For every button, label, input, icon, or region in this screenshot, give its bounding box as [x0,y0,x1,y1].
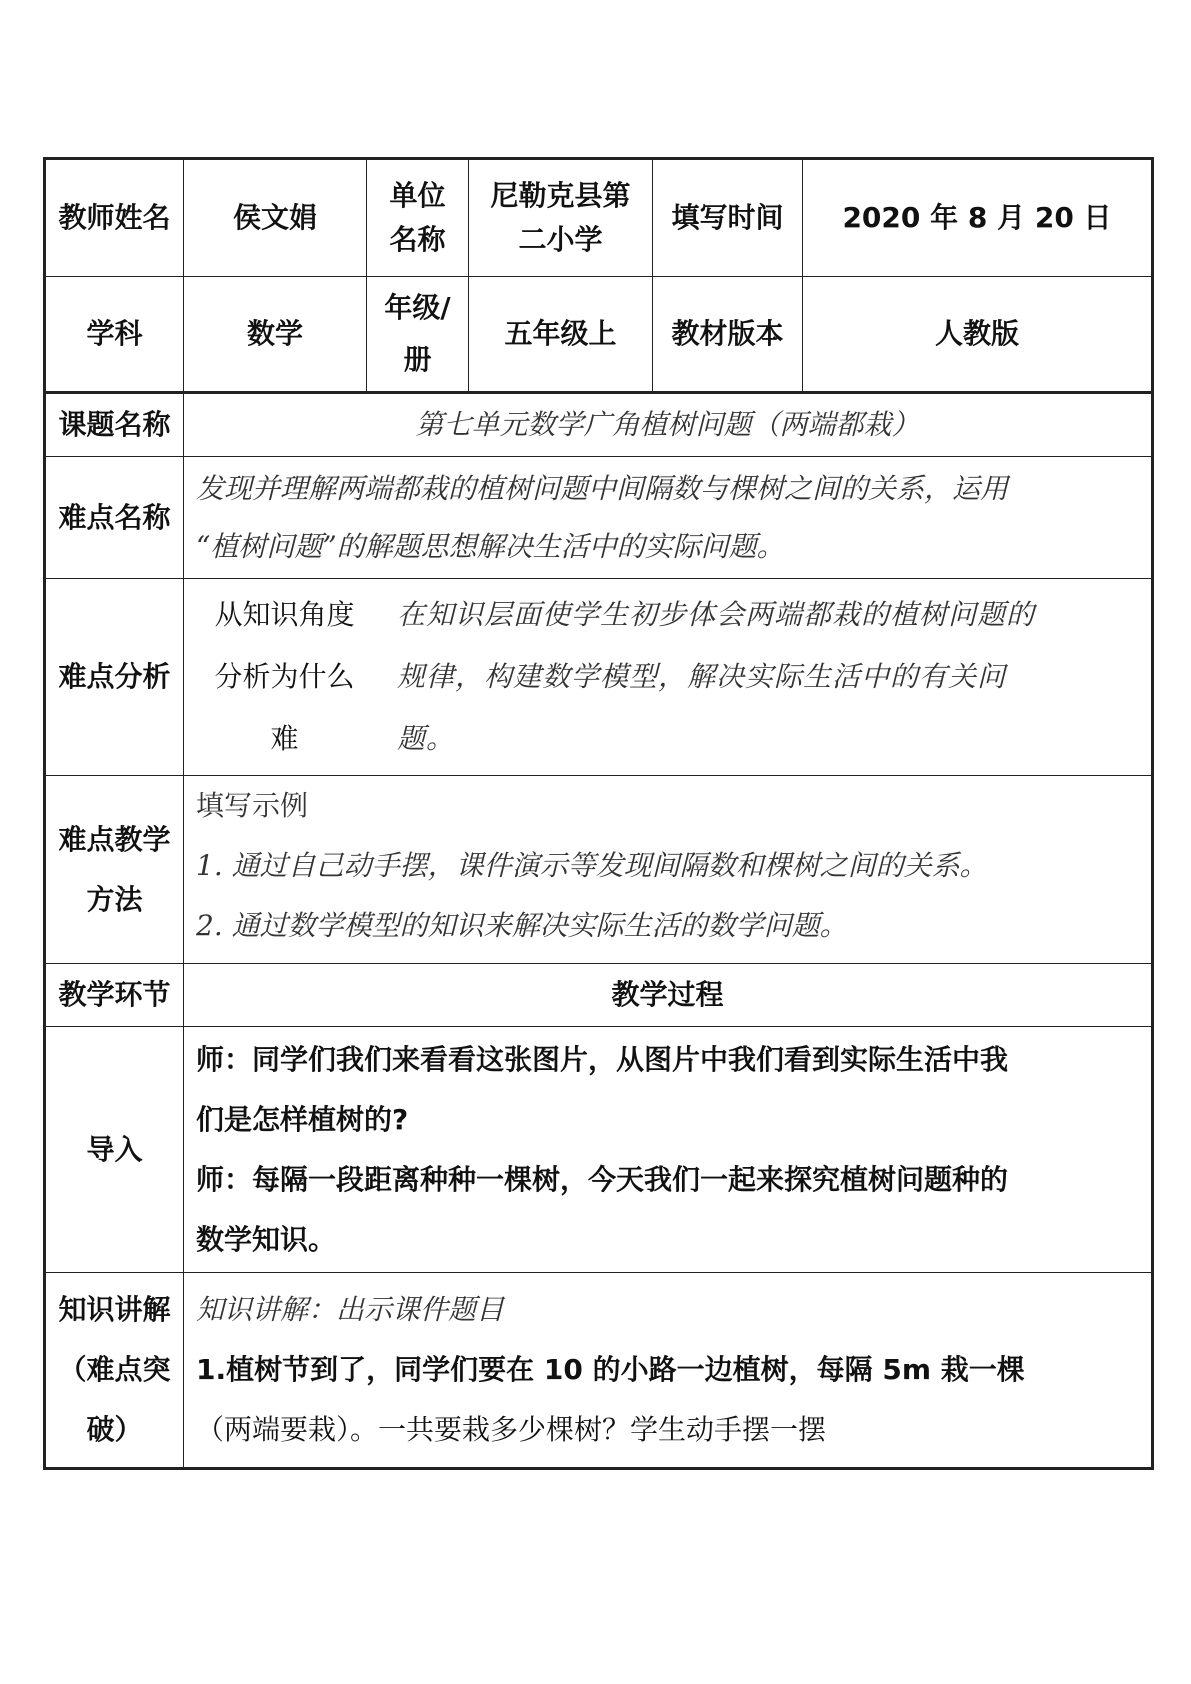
intro-line-2: 们是怎样植树的? [196,1102,409,1136]
topic-label: 课题名称 [45,393,184,457]
edition-value: 人教版 [803,277,1153,393]
process-stage-label: 教学环节 [45,964,184,1027]
difficulty-line-1: 发现并理解两端都栽的植树问题中间隔数与棵树之间的关系，运用 [196,471,1009,505]
grade-label-line-1: 年级/ [384,291,451,324]
method-line-1: 1. 通过自己动手摆，课件演示等发现间隔数和棵树之间的关系。 [196,849,988,882]
analysis-line-2: 规律，构建数学模型，解决实际生活中的有关问 [397,660,1007,693]
unit-name-line-1: 尼勒克县第 [490,179,631,212]
analysis-sub-label-line-3: 难 [270,722,299,755]
subject-label: 学科 [45,277,184,393]
intro-label: 导入 [45,1027,184,1273]
method-label [45,776,184,964]
grade-label [367,277,469,393]
intro-content [184,1027,1153,1273]
subject-value: 数学 [184,277,367,393]
unit-label-line-1: 单位 [389,179,446,212]
method-content [184,776,1153,964]
knowledge-line-1: 知识讲解：出示课件题目 [196,1293,505,1326]
intro-line-3: 师：每隔一段距离种种一棵树，今天我们一起来探究植树问题种的 [196,1162,1009,1196]
difficulty-line-2: “植树问题”的解题思想解决生活中的实际问题。 [196,529,785,563]
analysis-label: 难点分析 [45,579,184,776]
difficulty-value [184,457,1153,579]
process-title: 教学过程 [184,964,1153,1027]
row-process-header [45,964,1153,1027]
row-difficulty-analysis [45,579,1153,776]
intro-line-4: 数学知识。 [196,1222,337,1256]
row-difficulty-name [45,457,1153,579]
teacher-name-value: 侯文娟 [184,159,367,277]
row-intro [45,1027,1153,1273]
method-line-2: 2. 通过数学模型的知识来解决实际生活的数学问题。 [196,909,848,942]
analysis-sub-label-line-2: 分析为什么 [214,660,355,693]
row-teacher-info [45,159,1153,277]
analysis-line-3: 题。 [397,722,456,755]
fill-date-label: 填写时间 [653,159,803,277]
analysis-content [184,579,1153,776]
knowledge-line-2: 1.植树节到了，同学们要在 10 的小路一边植树，每隔 5m 栽一棵 [196,1353,1025,1386]
analysis-inner-table [184,579,1151,775]
edition-label: 教材版本 [653,277,803,393]
analysis-text [385,579,1151,775]
knowledge-line-3: （两端要栽）。一共要栽多少棵树？学生动手摆一摆 [196,1413,827,1446]
lesson-plan-table [43,157,1154,1470]
teacher-name-label: 教师姓名 [45,159,184,277]
analysis-line-1: 在知识层面使学生初步体会两端都栽的植树问题的 [397,598,1036,631]
row-subject-info [45,277,1153,393]
analysis-sub-label [184,579,385,775]
intro-line-1: 师：同学们我们来看看这张图片，从图片中我们看到实际生活中我 [196,1042,1009,1076]
unit-label-line-2: 名称 [389,223,446,256]
grade-value: 五年级上 [469,277,653,393]
topic-value: 第七单元数学广角植树问题（两端都栽） [184,393,1153,457]
method-label-line-2: 方法 [86,882,143,916]
knowledge-label-line-1: 知识讲解 [58,1293,171,1326]
row-topic [45,393,1153,457]
unit-name-value [469,159,653,277]
unit-name-label [367,159,469,277]
knowledge-label [45,1273,184,1469]
method-label-line-1: 难点教学 [58,822,171,856]
row-teaching-method [45,776,1153,964]
difficulty-label: 难点名称 [45,457,184,579]
unit-name-line-2: 二小学 [518,223,603,256]
fill-date-value: 2020 年 8 月 20 日 [803,159,1153,277]
knowledge-label-line-2: （难点突 [58,1353,171,1386]
knowledge-content [184,1273,1153,1469]
row-knowledge [45,1273,1153,1469]
analysis-sub-label-line-1: 从知识角度 [214,598,355,631]
grade-label-line-2: 册 [403,343,432,376]
knowledge-label-line-3: 破） [86,1413,143,1446]
method-example: 填写示例 [196,789,309,822]
